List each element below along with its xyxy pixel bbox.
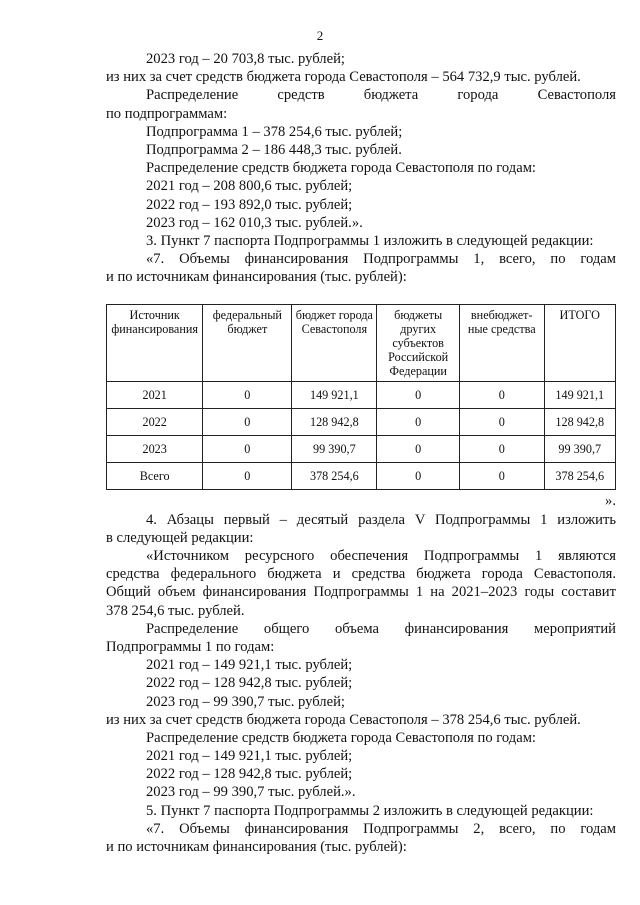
document-body xyxy=(106,50,616,856)
text-line: Подпрограмма 1 – 378 254,6 тыс. рублей; xyxy=(146,123,403,140)
table-cell: 99 390,7 xyxy=(544,436,615,463)
table-header-cell: внебюджет-ные средства xyxy=(459,305,544,382)
text-line: в следующей редакции: xyxy=(106,529,254,546)
table-header-cell: Источник финансирования xyxy=(107,305,203,382)
table-cell: 0 xyxy=(459,436,544,463)
table-row xyxy=(107,382,616,409)
table-cell: 0 xyxy=(203,436,292,463)
text-line: 2022 год – 128 942,8 тыс. рублей; xyxy=(146,675,353,692)
text-line: Распределение общего объема финансирования мероприятий xyxy=(146,620,616,637)
financing-table xyxy=(106,304,616,490)
table-header-row xyxy=(107,305,616,382)
table-cell: 378 254,6 xyxy=(292,463,377,490)
text-line: 378 254,6 тыс. рублей. xyxy=(106,602,245,619)
table-cell: 0 xyxy=(203,382,292,409)
page-number: 2 xyxy=(316,28,324,43)
table-cell: Всего xyxy=(107,463,203,490)
table-cell: 0 xyxy=(203,409,292,436)
table-cell: 2023 xyxy=(107,436,203,463)
table-cell: 2022 xyxy=(107,409,203,436)
table-cell: 149 921,1 xyxy=(544,382,615,409)
text-line: 2021 год – 149 921,1 тыс. рублей; xyxy=(146,657,353,674)
text-line: из них за счет средств бюджета города Севастополя – 378 254,6 тыс. рублей. xyxy=(106,711,581,728)
text-line: «7. Объемы финансирования Подпрограммы 1, всего, по годам xyxy=(146,251,616,268)
table-row xyxy=(107,436,616,463)
text-line: Общий объем финансирования Подпрограммы 1 на 2021–2023 годы составит xyxy=(106,584,616,601)
table-header-cell: бюджеты других субъектов Российской Федерации xyxy=(377,305,460,382)
text-line: по подпрограммам: xyxy=(106,105,228,122)
text-line: 2022 год – 128 942,8 тыс. рублей; xyxy=(146,766,353,783)
table-cell: 0 xyxy=(377,436,460,463)
table-cell: 0 xyxy=(377,409,460,436)
text-line: 3. Пункт 7 паспорта Подпрограммы 1 изложить в следующей редакции: xyxy=(146,232,594,249)
table-header-cell: бюджет города Севастополя xyxy=(292,305,377,382)
text-line: 5. Пункт 7 паспорта Подпрограммы 2 изложить в следующей редакции: xyxy=(146,802,594,819)
text-line: Распределение средств бюджета города Севастополя по годам: xyxy=(146,160,536,177)
table-cell: 0 xyxy=(459,382,544,409)
text-line: 2023 год – 162 010,3 тыс. рублей.». xyxy=(146,214,363,231)
text-line: 2023 год – 99 390,7 тыс. рублей; xyxy=(146,693,345,710)
table-cell: 128 942,8 xyxy=(544,409,615,436)
text-line: средства федерального бюджета и средства бюджета города Севастополя. xyxy=(106,566,616,583)
text-line: «Источником ресурсного обеспечения Подпрограммы 1 являются xyxy=(146,548,616,564)
text-line: 2021 год – 149 921,1 тыс. рублей; xyxy=(146,748,353,765)
text-line: 2023 год – 99 390,7 тыс. рублей.». xyxy=(146,784,356,801)
table-cell: 2021 xyxy=(107,382,203,409)
table-cell: 0 xyxy=(203,463,292,490)
text-line: 2021 год – 208 800,6 тыс. рублей; xyxy=(146,178,353,195)
table-cell: 128 942,8 xyxy=(292,409,377,436)
text-line: «7. Объемы финансирования Подпрограммы 2, всего, по годам xyxy=(146,820,616,837)
text-line: Распределение средств бюджета города Севастополя xyxy=(146,87,616,104)
table-row xyxy=(107,409,616,436)
table-header-cell: ИТОГО xyxy=(544,305,615,382)
text-line: 4. Абзацы первый – десятый раздела V Подпрограммы 1 изложить xyxy=(146,511,616,528)
table-cell: 0 xyxy=(377,463,460,490)
text-line: из них за счет средств бюджета города Севастополя – 564 732,9 тыс. рублей. xyxy=(106,69,581,86)
table-row xyxy=(107,463,616,490)
text-line: Распределение средств бюджета города Севастополя по годам: xyxy=(146,729,536,746)
table-cell: 378 254,6 xyxy=(544,463,615,490)
text-line: Подпрограмма 2 – 186 448,3 тыс. рублей. xyxy=(146,141,402,158)
text-line: и по источникам финансирования (тыс. рублей): xyxy=(106,269,407,286)
text-line: Подпрограммы 1 по годам: xyxy=(106,638,275,655)
table-cell: 149 921,1 xyxy=(292,382,377,409)
table-cell: 99 390,7 xyxy=(292,436,377,463)
table-cell: 0 xyxy=(459,409,544,436)
text-line: 2022 год – 193 892,0 тыс. рублей; xyxy=(146,196,353,213)
text-line: 2023 год – 20 703,8 тыс. рублей; xyxy=(146,51,345,67)
table-cell: 0 xyxy=(459,463,544,490)
table-closing-mark: ». xyxy=(605,493,616,510)
text-line: и по источникам финансирования (тыс. рублей): xyxy=(106,839,407,855)
table-header-cell: федеральный бюджет xyxy=(203,305,292,382)
table-cell: 0 xyxy=(377,382,460,409)
